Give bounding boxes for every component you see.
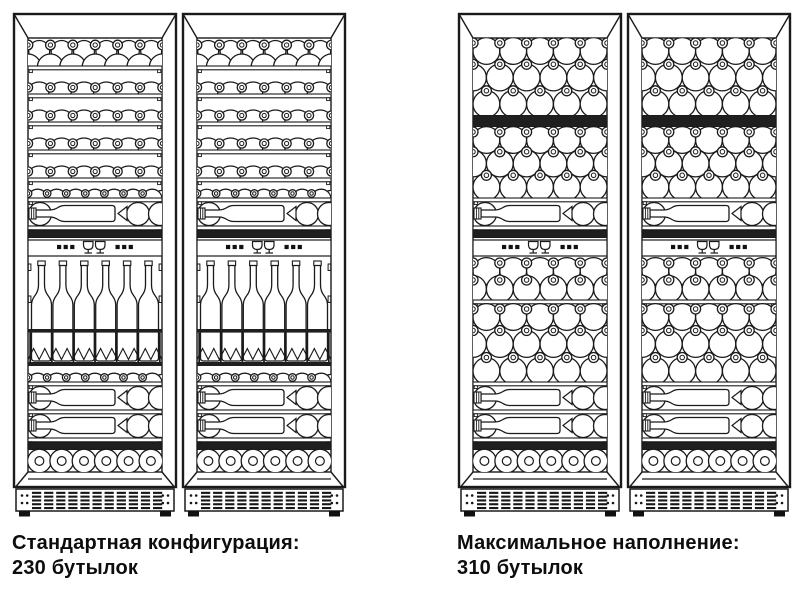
maximum-cabinet-pair: [445, 0, 795, 522]
standard-cabinet-pair: [0, 0, 350, 522]
maximum-caption-count: 310 бутылок: [457, 557, 584, 579]
standard-caption-title: Стандартная конфигурация:: [12, 532, 300, 554]
maximum-configuration-diagram: [445, 0, 795, 522]
ventilation-plinth: [630, 489, 788, 511]
maximum-caption: [457, 531, 740, 581]
maximum-caption-title: Максимальное наполнение:: [457, 532, 740, 554]
wine-cabinet: [14, 14, 194, 517]
standard-caption: [12, 531, 300, 581]
ventilation-plinth: [185, 489, 343, 511]
wine-cabinet: [183, 14, 350, 517]
wine-cabinet: [459, 14, 639, 517]
wine-cabinet: [628, 14, 795, 517]
ventilation-plinth: [461, 489, 619, 511]
standard-caption-count: 230 бутылок: [12, 557, 139, 579]
standard-configuration-diagram: [0, 0, 350, 522]
ventilation-plinth: [16, 489, 174, 511]
